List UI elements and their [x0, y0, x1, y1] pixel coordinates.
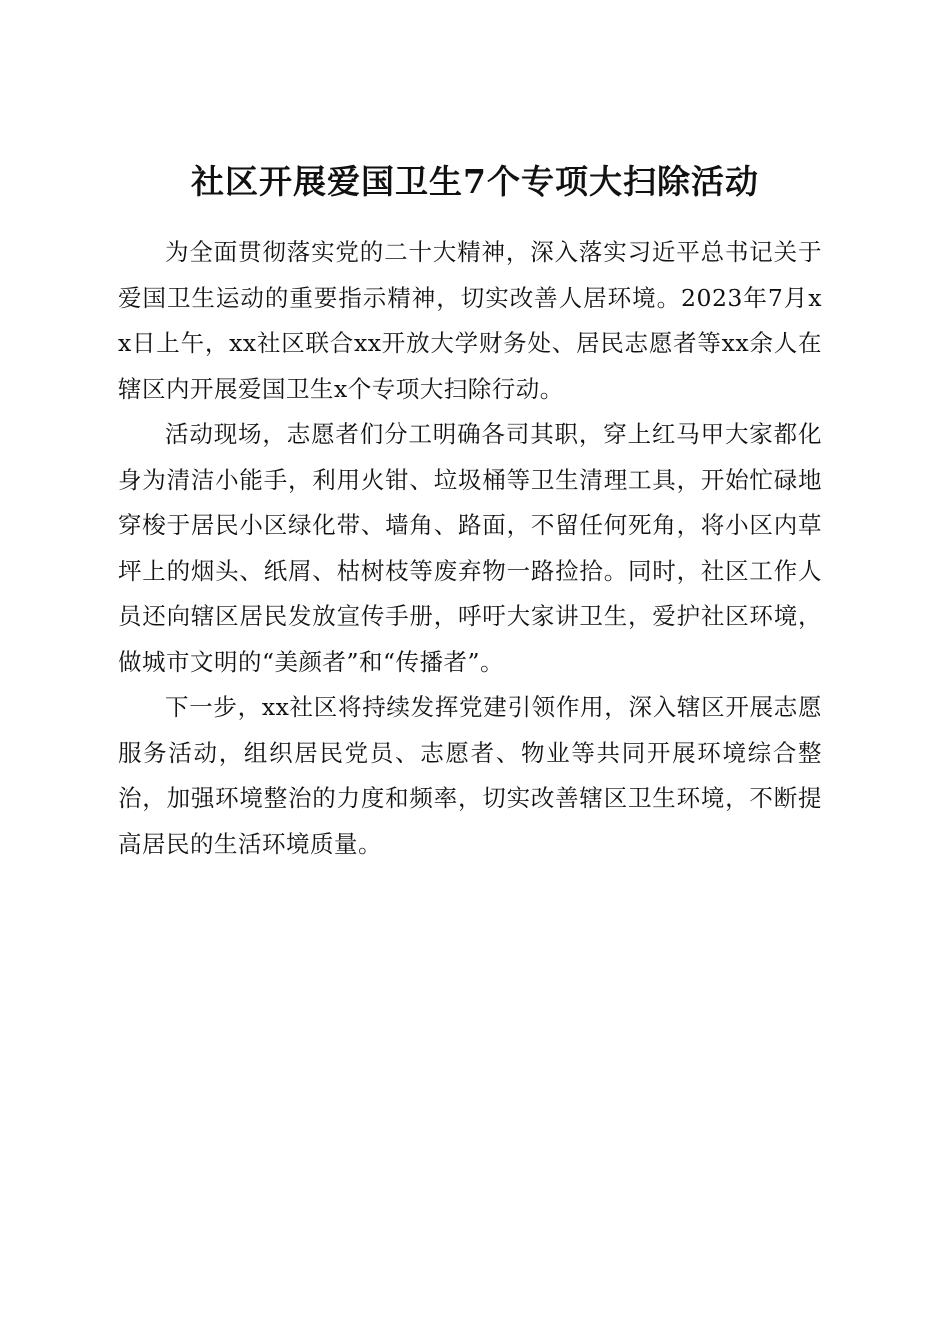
paragraph-next-steps: 下一步，xx社区将持续发挥党建引领作用，深入辖区开展志愿服务活动，组织居民党员、志愿者、物业等共同开展环境综合整治，加强环境整治的力度和频率，切实改善辖区卫生环境，不断提高居民的生活环境质量。	[118, 693, 822, 858]
paragraph-activity: 活动现场，志愿者们分工明确各司其职，穿上红马甲大家都化身为清洁小能手，利用火钳、垃圾桶等卫生清理工具，开始忙碌地穿梭于居民小区绿化带、墙角、路面，不留任何死角，将小区内草坪上的烟头、纸屑、枯树枝等废弃物一路捡拾。同时，社区工作人员还向辖区居民发放宣传手册，呼吁大家讲卫生，爱护社区环境，做城市文明的“美颜者”和“传播者”。	[118, 420, 822, 676]
paragraph-intro: 为全面贯彻落实党的二十大精神，深入落实习近平总书记关于爱国卫生运动的重要指示精神，切实改善人居环境。2023年7月xx日上午，xx社区联合xx开放大学财务处、居民志愿者等xx余人在辖区内开展爱国卫生x个专项大扫除行动。	[118, 238, 822, 403]
document-body	[118, 230, 822, 867]
document-title: 社区开展爱国卫生7个专项大扫除活动	[191, 162, 759, 202]
